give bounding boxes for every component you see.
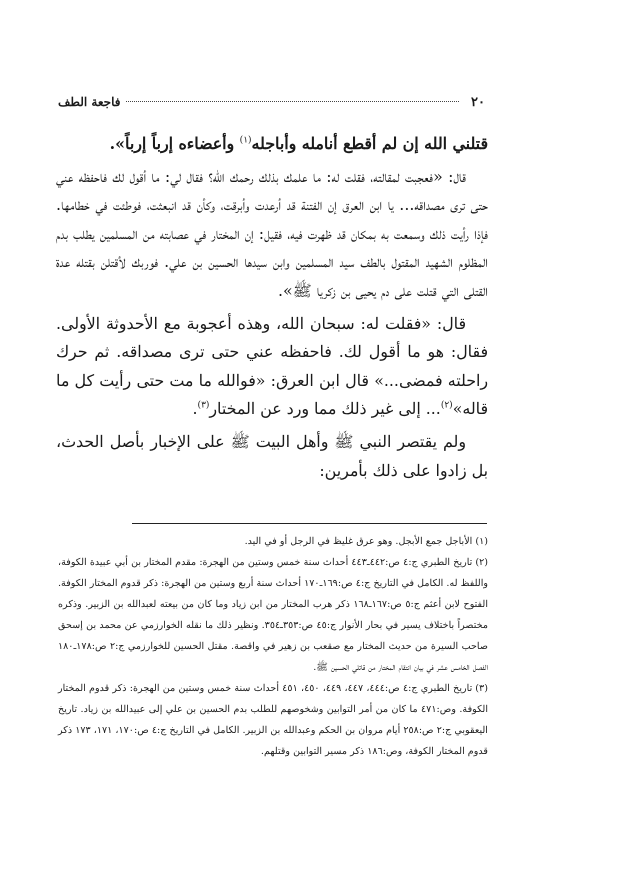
paragraph-4: ولم يقتصر النبي ﷺ وأهل البيت ﷺ على الإخبار بأصل الحدث، بل زادوا على ذلك بأمرين: [56, 431, 488, 480]
footnote-separator [132, 523, 487, 524]
footnote-3-number: (٣) [475, 683, 488, 694]
paragraph-3-part-a: قال: «فقلت له: سبحان الله، وهذه أعجوبة مع الأحدوثة الأولى. فقال: هو ما أقول لك. فاحفظه عني حتى ترى مصداقه. ثم حرك راحلته فمضى...» [56, 313, 488, 390]
footnote-1 [58, 531, 488, 552]
paragraph-1 [56, 130, 488, 159]
paragraph-3-part-b: قال ابن العرق: «فوالله ما مت حتى رأيت كل ما قاله» [56, 370, 488, 419]
footnotes [58, 531, 488, 762]
paragraph-1-text: قتلني الله إن لم أقطع أنامله وأباجله [251, 134, 488, 153]
footnote-2 [58, 552, 488, 678]
paragraph-3-part-d: . [192, 399, 198, 419]
page-number: ٢٠ [471, 95, 485, 110]
header-leader-dots [126, 101, 459, 102]
paragraph-3-part-c: ... إلى غير ذلك مما ورد عن المختار [209, 399, 441, 419]
footnote-ref-2[interactable]: (٢) [440, 401, 453, 412]
paragraph-3 [56, 310, 488, 424]
footnote-1-text: الأباجل جمع الأبجل. وهو عرق غليظ في الرجل أو في اليد. [244, 536, 473, 547]
footnote-3 [58, 678, 488, 762]
footnote-ref-3[interactable]: (٣) [197, 401, 210, 412]
footnote-1-number: (١) [475, 536, 488, 547]
paragraph-1-end: وأعضاءه إرباً إرباً». [109, 134, 240, 153]
paragraph-2: قال: «فعجبت لمقالته، فقلت له: ما علمك بذلك رحمك الله؟ فقال لي: ما أقول لك فاحفظه عني حتى ترى مصداقه... يا ابن العرق إن الفتنة قد أرعدت وأبرقت، وكأن قد انبعثت، فوطئت في خطامها. فإذا رأيت ذلك وسمعت به بمكان قد ظهرت فيه، فقيل: إن المختار في عصابته من المسلمين يطلب بدم المظلوم الشهيد المقتول بالطف سيد المسلمين وابن سيدها الحسين بن علي. فوربك لأقتلن بقتله عدة القتلى التي قتلت على دم يحيى بن زكريا ﷺ». [56, 166, 488, 300]
footnote-2-text: تاريخ الطبري ج:٤ ص:٤٤٢ـ٤٤٣ أحداث سنة خمس وستين من الهجرة: مقدم المختار بن أبي عبيدة الكوفة، واللفظ له. الكامل في التاريخ ج:٤ ص:١٦٩ـ١٧٠ أحداث سنة أربع وستين من الهجرة: ذكر قدوم المختار الكوفة. الفتوح لابن أعثم ج:٥ ص:١٦٧ـ١٦٨ ذكر هرب المختار من ابن زياد وما كان من بيعته لعبدالله بن الزبير. وذكره مختصراً باختلاف يسير في بحار الأنوار ج:٤٥ ص:٣٥٣ـ٣٥٤. ونظير ذلك ما نقله الخوارزمي عن محمد بن إسحق صاحب السيرة من حديث المختار مع صقعب بن زهير في واقصة. مقتل الحسين للخوارزمي ج:٢ ص:١٧٨ـ١٨٠ الفصل الخامس عشر في بيان انتقام المختار من قاتلي الحسين ﷺ. [58, 557, 488, 673]
running-title: فاجعة الطف [58, 95, 121, 109]
footnote-ref-1[interactable]: (١) [239, 135, 252, 146]
footnote-2-number: (٢) [475, 557, 488, 568]
main-text [56, 130, 488, 485]
footnote-3-text: تاريخ الطبري ج:٤ ص:٤٤٤، ٤٤٧، ٤٤٩، ٤٥٠، ٤٥١ أحداث سنة خمس وستين من الهجرة: ذكر قدوم المختار الكوفة. وص:٤٧١ ما كان من أمر التوابين وشخوصهم للطلب بدم الحسين بن علي إلى عبيدالله بن زياد. تاريخ اليعقوبي ج:٢ ص:٢٥٨ أيام مروان بن الحكم وعبدالله بن الزبير. الكامل في التاريخ ج:٤ ص:١٧٠، ١٧١، ١٧٣ ذكر قدوم المختار الكوفة، وص:١٨٦ ذكر مسير التوابين وقتلهم. [58, 683, 488, 757]
running-header [58, 95, 485, 117]
